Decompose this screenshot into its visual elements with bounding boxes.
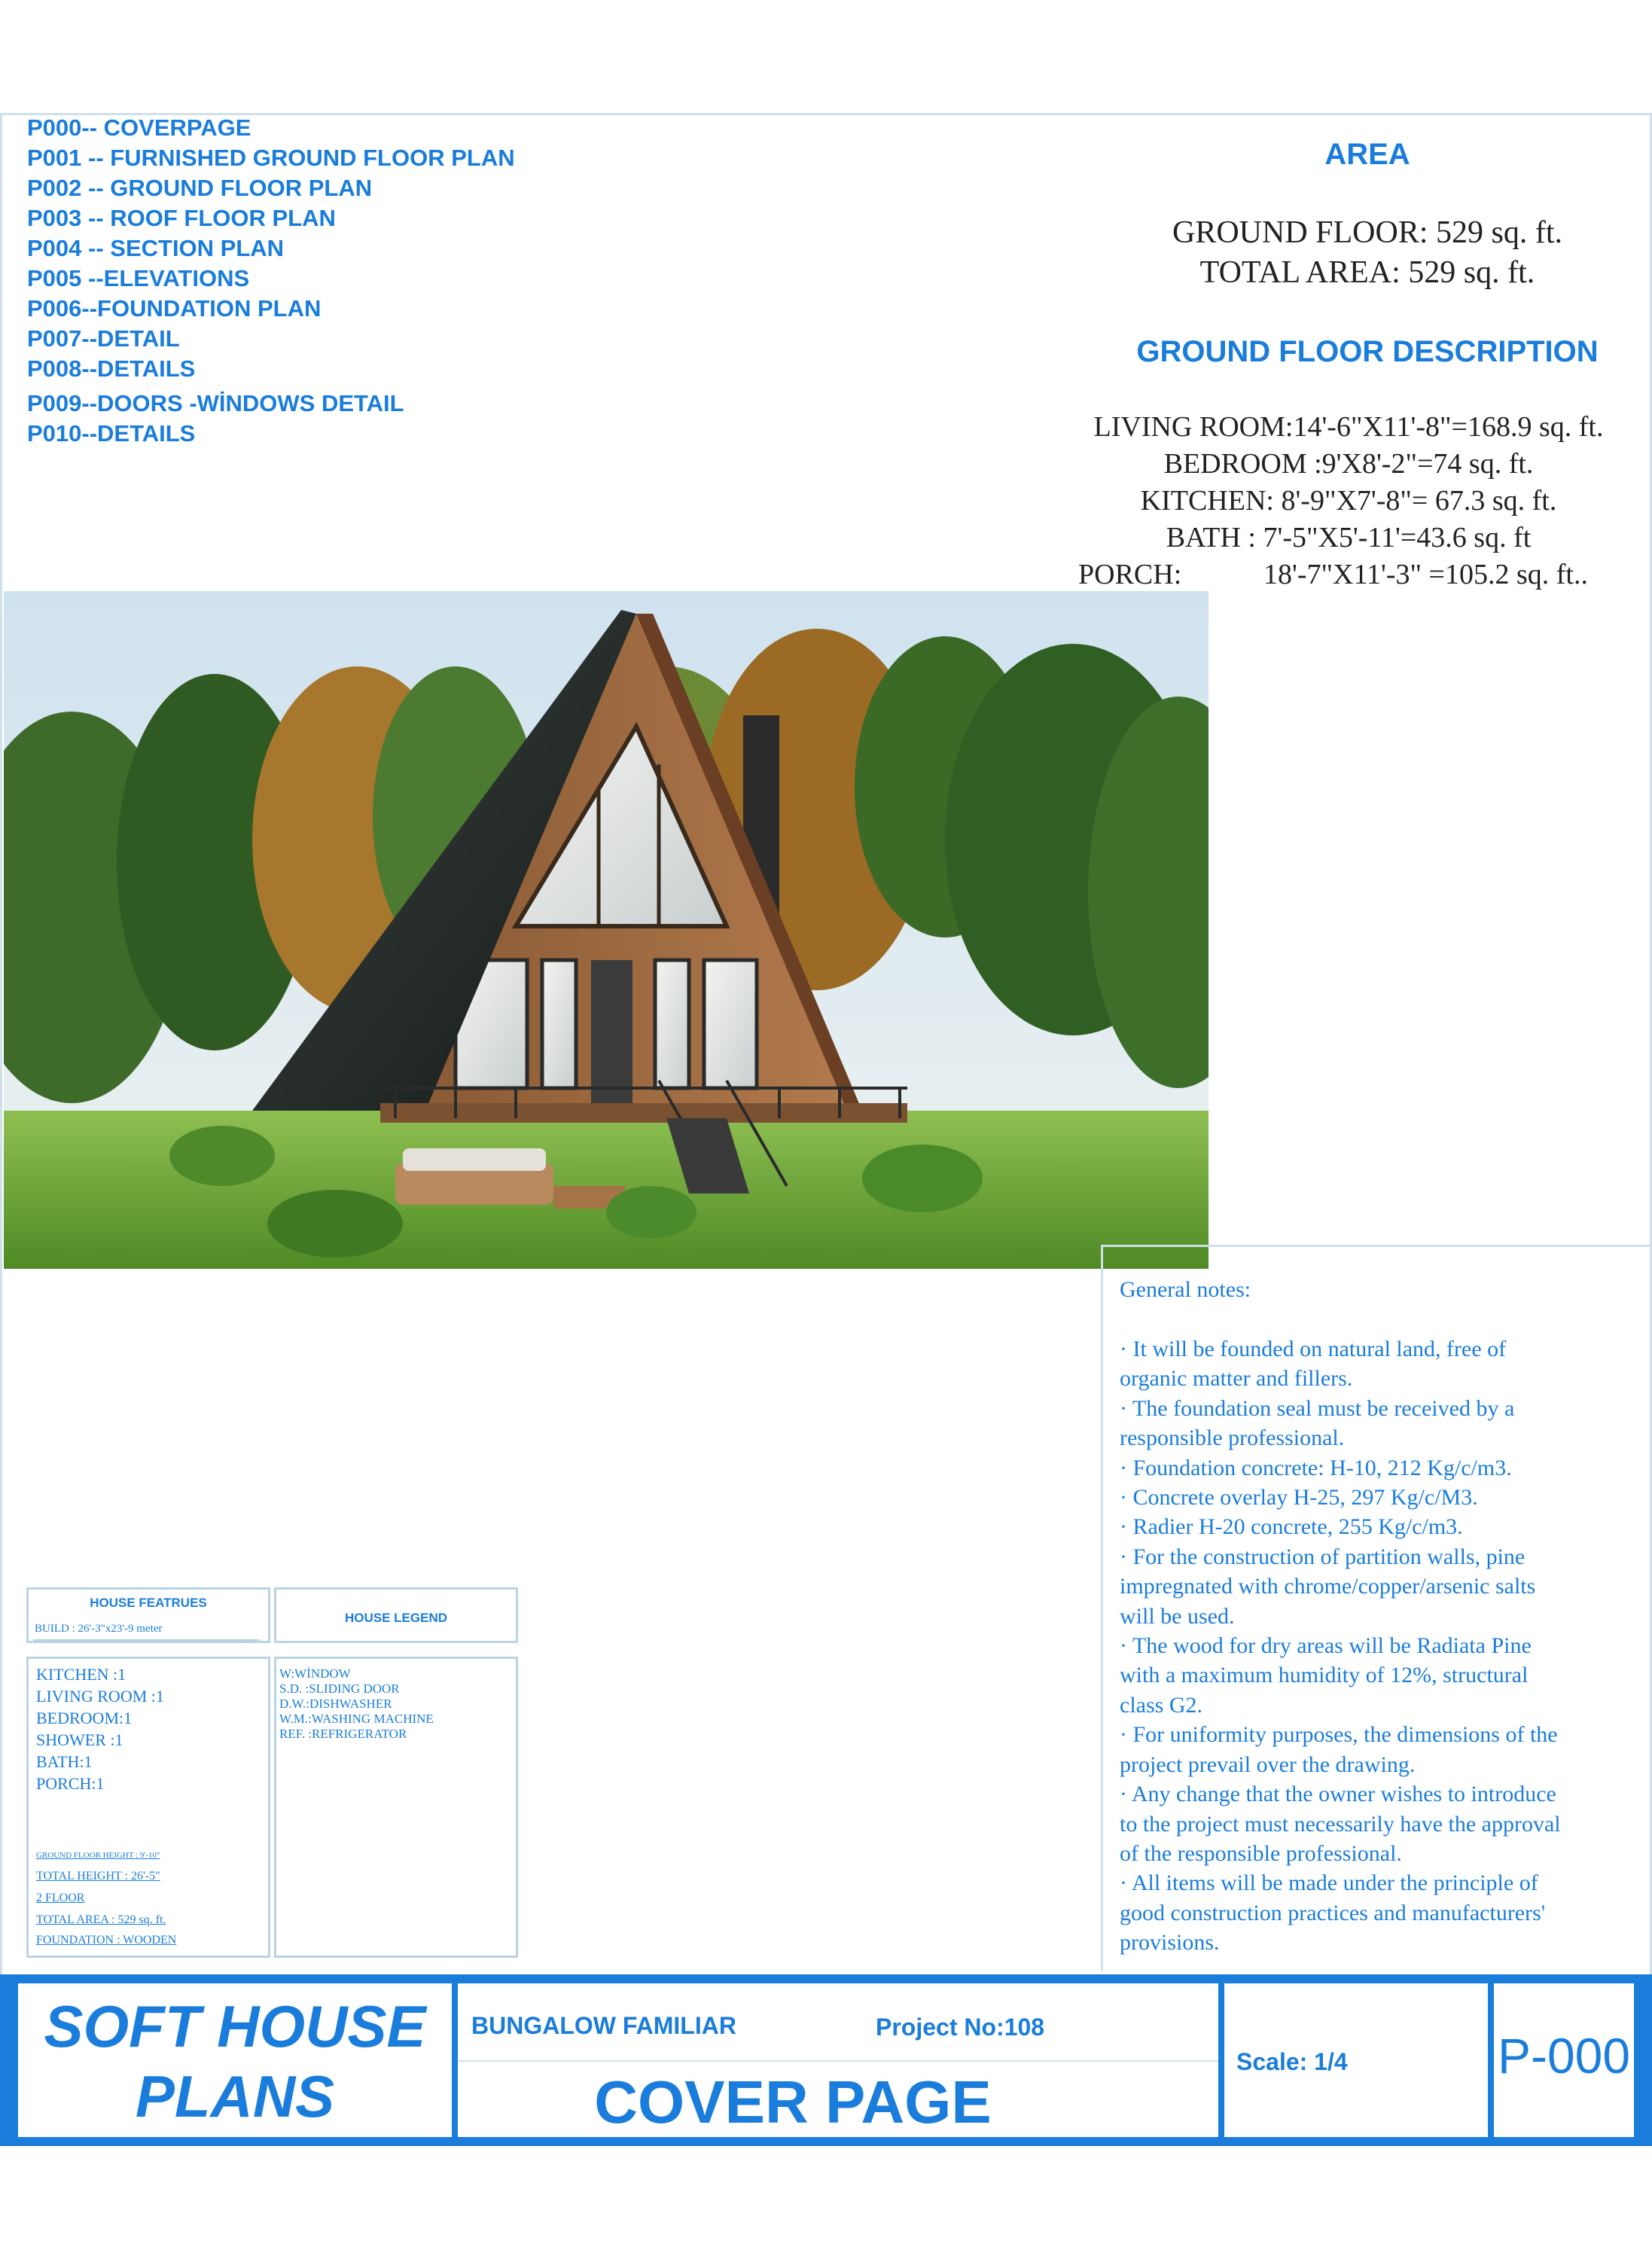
desc-kitchen: KITCHEN: 8'-9"X7'-8"= 67.3 sq. ft. [1140, 485, 1557, 517]
project-cell-divider [458, 2060, 1218, 2062]
sheet-item: P009--DOORS -WİNDOWS DETAIL [27, 390, 404, 416]
room-count: BEDROOM:1 [36, 1709, 133, 1727]
room-count: LIVING ROOM :1 [36, 1687, 164, 1706]
foundation: FOUNDATION : WOODEN [36, 1934, 177, 1947]
note-line: provisions. [1120, 1930, 1220, 1956]
sheet-item: P006--FOUNDATION PLAN [27, 295, 322, 322]
note-line: · Foundation concrete: H-10, 212 Kg/c/m3. [1120, 1455, 1512, 1480]
note-line: · The foundation seal must be received by a [1120, 1395, 1515, 1421]
scale-cell [1224, 1983, 1488, 2137]
sheet-title: COVER PAGE [594, 2068, 992, 2136]
general-notes [1101, 1245, 1646, 1971]
desc-living-room: LIVING ROOM:14'-6"X11'-8"=168.9 sq. ft. [1093, 411, 1604, 443]
note-line: good construction practices and manufacturers' [1120, 1900, 1546, 1925]
notes-list [1120, 1334, 1561, 1958]
sheet-number: P-000 [1497, 2028, 1631, 2084]
legend-item: W.M.:WASHING MACHINE [279, 1712, 434, 1726]
note-line: with a maximum humidity of 12%, structural [1120, 1663, 1529, 1688]
area-total: TOTAL AREA: 529 sq. ft. [1199, 255, 1535, 290]
house-features-build: BUILD : 26'-3"x23'-9 meter [35, 1623, 163, 1635]
sheet-number-cell [1494, 1983, 1634, 2137]
room-count: PORCH:1 [36, 1774, 105, 1793]
note-line: · For uniformity purposes, the dimensions of the [1120, 1722, 1558, 1748]
notes-title: General notes: [1120, 1277, 1251, 1302]
note-line: to the project must necessarily have the approval [1120, 1811, 1561, 1837]
note-line: project prevail over the drawing. [1120, 1751, 1416, 1777]
area-heading: AREA [1324, 138, 1410, 171]
legend-item: D.W.:DISHWASHER [279, 1697, 392, 1711]
room-count: BATH:1 [36, 1752, 93, 1771]
house-features-box [26, 1657, 270, 1958]
note-line: · Any change that the owner wishes to introduce [1120, 1782, 1556, 1807]
note-line: · Concrete overlay H-25, 297 Kg/c/M3. [1120, 1485, 1478, 1511]
desc-bath: BATH : 7'-5"X5'-11'=43.6 sq. ft [1166, 522, 1532, 553]
sheet-item: P003 -- ROOF FLOOR PLAN [27, 205, 336, 231]
project-name: BUNGALOW FAMILIAR [471, 2012, 736, 2039]
legend-item: W:WİNDOW [279, 1666, 351, 1681]
legend-item: S.D. :SLIDING DOOR [279, 1681, 400, 1696]
note-line: of the responsible professional. [1120, 1840, 1402, 1866]
house-legend-header-box [274, 1587, 518, 1643]
note-line: impregnated with chrome/copper/arsenic salts [1120, 1574, 1536, 1599]
note-line: · For the construction of partition walls, pine [1120, 1544, 1526, 1569]
desc-porch-label: PORCH: [1078, 559, 1182, 590]
sheet-item: P008--DETAILS [27, 355, 196, 382]
room-count: KITCHEN :1 [36, 1665, 126, 1684]
frame-left [0, 113, 2, 1974]
house-legend-box [274, 1657, 518, 1958]
company-name-line2: PLANS [135, 2063, 335, 2129]
note-line: · It will be founded on natural land, free of [1120, 1337, 1507, 1361]
description-heading: GROUND FLOOR DESCRIPTION [1136, 335, 1599, 368]
sheet-item: P005 --ELEVATIONS [27, 265, 250, 291]
note-line: responsible professional. [1120, 1425, 1345, 1451]
room-count: SHOWER :1 [36, 1730, 123, 1749]
room-count-list [36, 1663, 164, 1794]
legend-list [279, 1666, 434, 1742]
total-height: TOTAL HEIGHT : 26'-5" [36, 1870, 160, 1882]
sheet-item: P002 -- GROUND FLOOR PLAN [27, 175, 373, 201]
title-block [0, 1974, 1652, 2146]
sheet-item: P000-- COVERPAGE [27, 114, 251, 141]
scale-label: Scale: 1/4 [1236, 2048, 1348, 2075]
note-line: · Radier H-20 concrete, 255 Kg/c/m3. [1120, 1514, 1463, 1540]
desc-porch-value: 18'-7"X11'-3" =105.2 sq. ft.. [1263, 559, 1588, 590]
area-ground-floor: GROUND FLOOR: 529 sq. ft. [1172, 215, 1563, 250]
company-name-line1: SOFT HOUSE [44, 1993, 426, 2059]
total-area: TOTAL AREA : 529 sq. ft. [36, 1913, 166, 1926]
note-line: · All items will be made under the principle of [1120, 1870, 1538, 1896]
sheet-item: P007--DETAIL [27, 325, 180, 352]
house-rendering [4, 591, 1209, 1269]
note-line: · The wood for dry areas will be Radiata Pine [1120, 1633, 1532, 1659]
sheet-item: P004 -- SECTION PLAN [27, 235, 285, 261]
legend-item: REF. :REFRIGERATOR [279, 1727, 407, 1741]
house-legend-title: HOUSE LEGEND [344, 1611, 448, 1625]
note-line: organic matter and fillers. [1120, 1366, 1353, 1392]
house-features-title: HOUSE FEATRUES [90, 1596, 207, 1610]
desc-bedroom: BEDROOM :9'X8'-2"=74 sq. ft. [1163, 448, 1534, 480]
note-line: will be used. [1120, 1603, 1235, 1629]
ground-floor-height: GROUND FLOOR HEIGHT : 9'-10" [36, 1851, 160, 1860]
project-number: Project No:108 [876, 2014, 1045, 2041]
sheet-item: P001 -- FURNISHED GROUND FLOOR PLAN [27, 145, 515, 171]
build-underline [33, 1639, 259, 1641]
sheet-item: P010--DETAILS [27, 420, 196, 447]
sheet-index [27, 113, 705, 449]
company-cell [18, 1983, 452, 2137]
floor-count: 2 FLOOR [36, 1892, 85, 1904]
project-cell [458, 1983, 1218, 2137]
note-line: class G2. [1120, 1692, 1202, 1718]
house-features-header-box [26, 1587, 270, 1643]
